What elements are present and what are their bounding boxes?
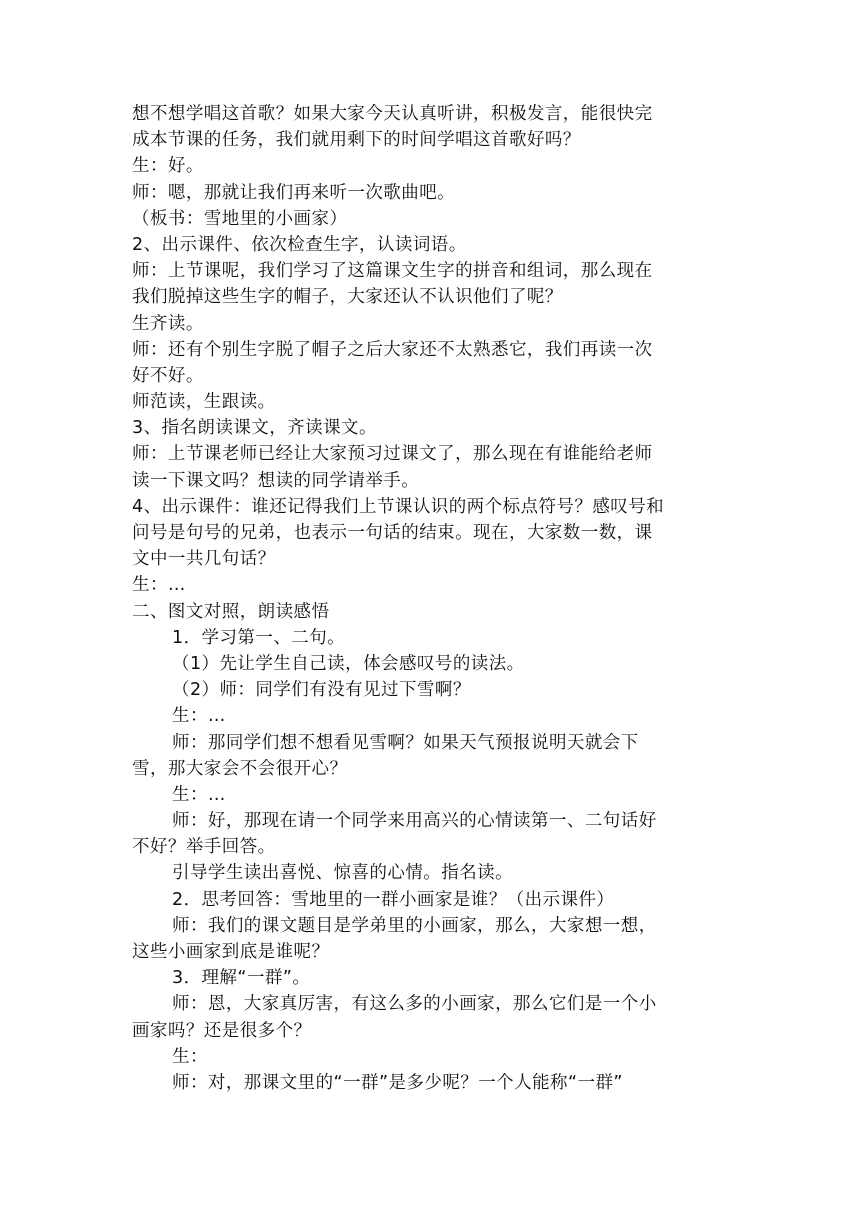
text-line: 二、图文对照，朗读感悟: [132, 601, 330, 622]
text-line: 成本节课的任务，我们就用剩下的时间学唱这首歌好吗？: [132, 130, 581, 151]
text-line: 2．思考回答：雪地里的一群小画家是谁？（出示课件）: [172, 889, 615, 910]
text-line: 生：好。: [132, 156, 204, 177]
text-line: （1）先让学生自己读，体会感叹号的读法。: [172, 653, 525, 674]
text-line: 3．理解“一群”。: [172, 968, 311, 989]
text-line: 师：恩，大家真厉害，有这么多的小画家，那么它们是一个小: [172, 994, 657, 1015]
text-line: 生：…: [172, 706, 226, 727]
text-line: 画家吗？还是很多个？: [132, 1020, 312, 1041]
text-line: 雪，那大家会不会很开心？: [132, 758, 348, 779]
text-line: 生：…: [172, 784, 226, 805]
text-line: 师：嗯，那就让我们再来听一次歌曲吧。: [132, 182, 456, 203]
text-line: 4、出示课件：谁还记得我们上节课认识的两个标点符号？感叹号和: [132, 496, 665, 517]
text-line: 师：还有个别生字脱了帽子之后大家还不太熟悉它，我们再读一次: [132, 339, 653, 360]
text-line: 这些小画家到底是谁呢？: [132, 942, 330, 962]
text-line: 生齐读。: [132, 313, 204, 334]
text-line: 生：…: [132, 575, 186, 596]
text-line: 1．学习第一、二句。: [172, 627, 346, 648]
text-line: 师：好，那现在请一个同学来用高兴的心情读第一、二句话好: [172, 811, 657, 832]
text-line: 好不好。: [132, 365, 204, 386]
text-line: 问号是句号的兄弟，也表示一句话的结束。现在，大家数一数，课: [132, 523, 653, 543]
text-line: 引导学生读出喜悦、惊喜的心情。指名读。: [172, 863, 514, 884]
text-line: 师：上节课老师已经让大家预习过课文了，那么现在有谁能给老师: [132, 444, 653, 465]
text-line: 3、指名朗读课文，齐读课文。: [132, 418, 377, 439]
text-line: （板书：雪地里的小画家）: [132, 208, 348, 229]
text-line: 我们脱掉这些生字的帽子，大家还认不认识他们了呢？: [132, 287, 563, 308]
text-line: 师范读，生跟读。: [132, 392, 276, 413]
text-line: 生：: [172, 1046, 208, 1067]
text-line: 读一下课文吗？想读的同学请举手。: [132, 470, 420, 491]
text-line: 师：那同学们想不想看见雪啊？如果天气预报说明天就会下: [172, 732, 639, 753]
text-line: 师：我们的课文题目是学弟里的小画家，那么，大家想一想，: [172, 915, 657, 936]
text-line: 师：上节课呢，我们学习了这篇课文生字的拼音和组词，那么现在: [132, 261, 653, 282]
text-line: 想不想学唱这首歌？如果大家今天认真听讲，积极发言，能很快完: [132, 104, 653, 124]
document-body: [132, 101, 732, 1096]
text-line: 师：对，那课文里的“一群”是多少呢？一个人能称“一群”: [172, 1072, 623, 1093]
text-line: 2、出示课件、依次检查生字，认读词语。: [132, 234, 467, 255]
text-line: （2）师：同学们有没有见过下雪啊？: [172, 680, 471, 701]
text-line: 文中一共几句话？: [132, 549, 276, 570]
text-line: 不好？举手回答。: [132, 837, 276, 858]
